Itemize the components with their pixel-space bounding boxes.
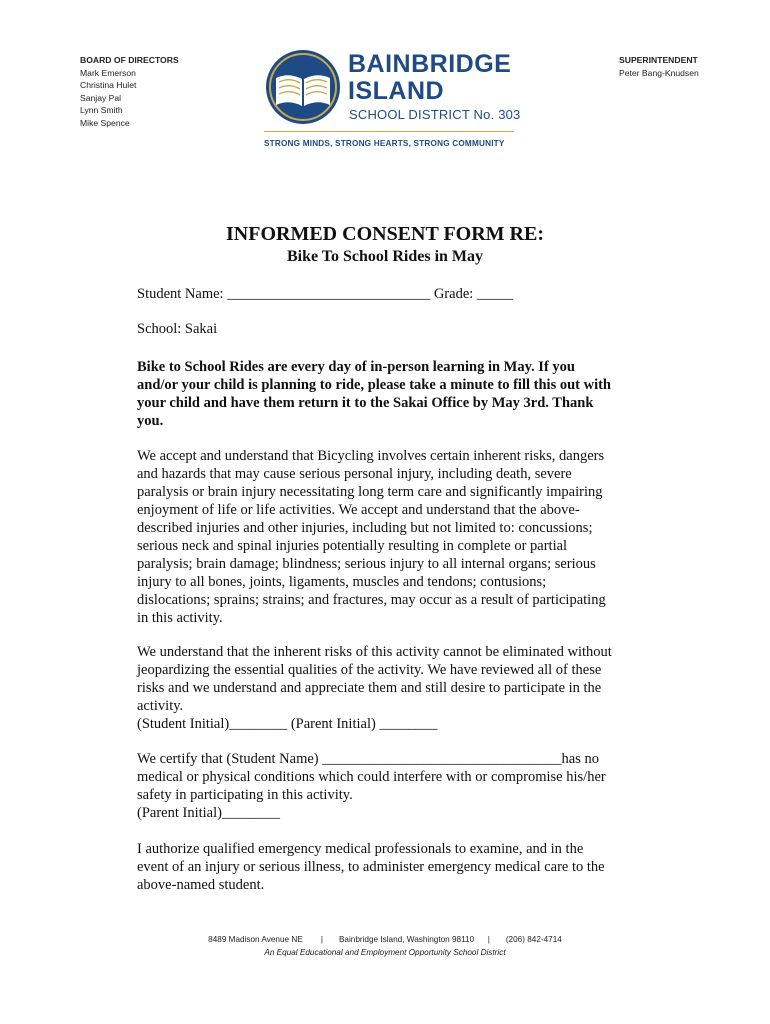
risk-line: injury to all bones, joints, ligaments, muscles and tendons; contusions; [137, 574, 547, 590]
board-member: Sanjay Pal [80, 92, 122, 103]
board-of-directors [80, 54, 179, 130]
district-tagline: STRONG MINDS, STRONG HEARTS, STRONG COMMUNITY [264, 139, 505, 148]
certify-line: medical or physical conditions which could interfere with or compromise his/her [137, 769, 606, 785]
intro-line: Bike to School Rides are every day of in-person learning in May. If you [137, 359, 575, 375]
inherent-risk-paragraph [137, 643, 637, 733]
certify-paragraph [137, 750, 637, 822]
intro-paragraph [137, 358, 637, 430]
board-member: Lynn Smith [80, 105, 123, 116]
footer-equal-opportunity: An Equal Educational and Employment Opportunity School District [264, 948, 506, 957]
certify-line: safety in participating in this activity. [137, 787, 353, 803]
authorize-line: above-named student. [137, 877, 265, 893]
authorize-line: event of an injury or serious illness, to administer emergency medical care to the [137, 859, 605, 875]
inherent-line: risks and we understand and appreciate them and still desire to participate in the [137, 680, 602, 696]
footer-address: 8489 Madison Avenue NE | Bainbridge Island, Washington 98110 | (206) 842-4714 [208, 935, 562, 944]
superintendent-heading: SUPERINTENDENT [619, 55, 698, 65]
board-heading: BOARD OF DIRECTORS [80, 55, 179, 65]
risk-line: and hazards that may cause serious personal injury, including death, severe [137, 466, 572, 482]
risk-paragraph [137, 447, 637, 627]
risk-line: serious neck and spinal injuries potentially resulting in complete or partial [137, 538, 568, 554]
board-member: Mike Spence [80, 117, 130, 128]
risk-line: described injuries and other injuries, including but not limited to: concussions; [137, 520, 593, 536]
board-member: Mark Emerson [80, 67, 136, 78]
superintendent-block [619, 54, 699, 79]
intro-line: your child and have them return it to the Sakai Office by May 3rd. Thank [137, 395, 594, 411]
form-subtitle: Bike To School Rides in May [286, 248, 484, 265]
district-number: SCHOOL DISTRICT No. 303 [349, 107, 521, 122]
inherent-line: activity. [137, 698, 184, 714]
risk-line: enjoyment of life or life activities. We accept and understand that the above- [137, 502, 580, 518]
authorize-paragraph [137, 840, 637, 894]
certify-line: We certify that (Student Name) _________________________________has no [137, 751, 599, 767]
risk-line: paralysis or brain injury necessitating long term care and significantly impairing [137, 484, 603, 500]
district-name [348, 51, 511, 105]
inherent-line: jeopardizing the essential qualities of the activity. We have reviewed all of these [137, 662, 602, 678]
risk-line: We accept and understand that Bicycling involves certain inherent risks, dangers [137, 448, 605, 464]
initials-line: (Student Initial)________ (Parent Initial) ________ [137, 716, 438, 732]
open-book-emblem-icon [264, 48, 342, 126]
form-title: INFORMED CONSENT FORM RE: [226, 223, 544, 245]
risk-line: in this activity. [137, 610, 223, 626]
district-name-line1: BAINBRIDGE [348, 50, 512, 78]
school-line: School: Sakai [137, 321, 218, 337]
intro-line: you. [137, 413, 164, 429]
risk-line: paralysis; brain damage; blindness; serious injury to all internal organs; serious [137, 556, 596, 572]
board-member: Christina Hulet [80, 80, 137, 91]
inherent-line: We understand that the inherent risks of this activity cannot be eliminated without [137, 644, 612, 660]
parent-initial-line: (Parent Initial)________ [137, 805, 280, 821]
authorize-line: I authorize qualified emergency medical professionals to examine, and in the [137, 841, 584, 857]
district-name-line2: ISLAND [348, 77, 445, 105]
logo-divider [264, 131, 514, 132]
student-name-grade-line: Student Name: ____________________________ Grade: _____ [137, 286, 514, 302]
intro-line: and/or your child is planning to ride, please take a minute to fill this out with [137, 377, 611, 393]
superintendent-name: Peter Bang-Knudsen [619, 67, 699, 78]
risk-line: dislocations; sprains; strains; and fractures, may occur as a result of participating [137, 592, 606, 608]
